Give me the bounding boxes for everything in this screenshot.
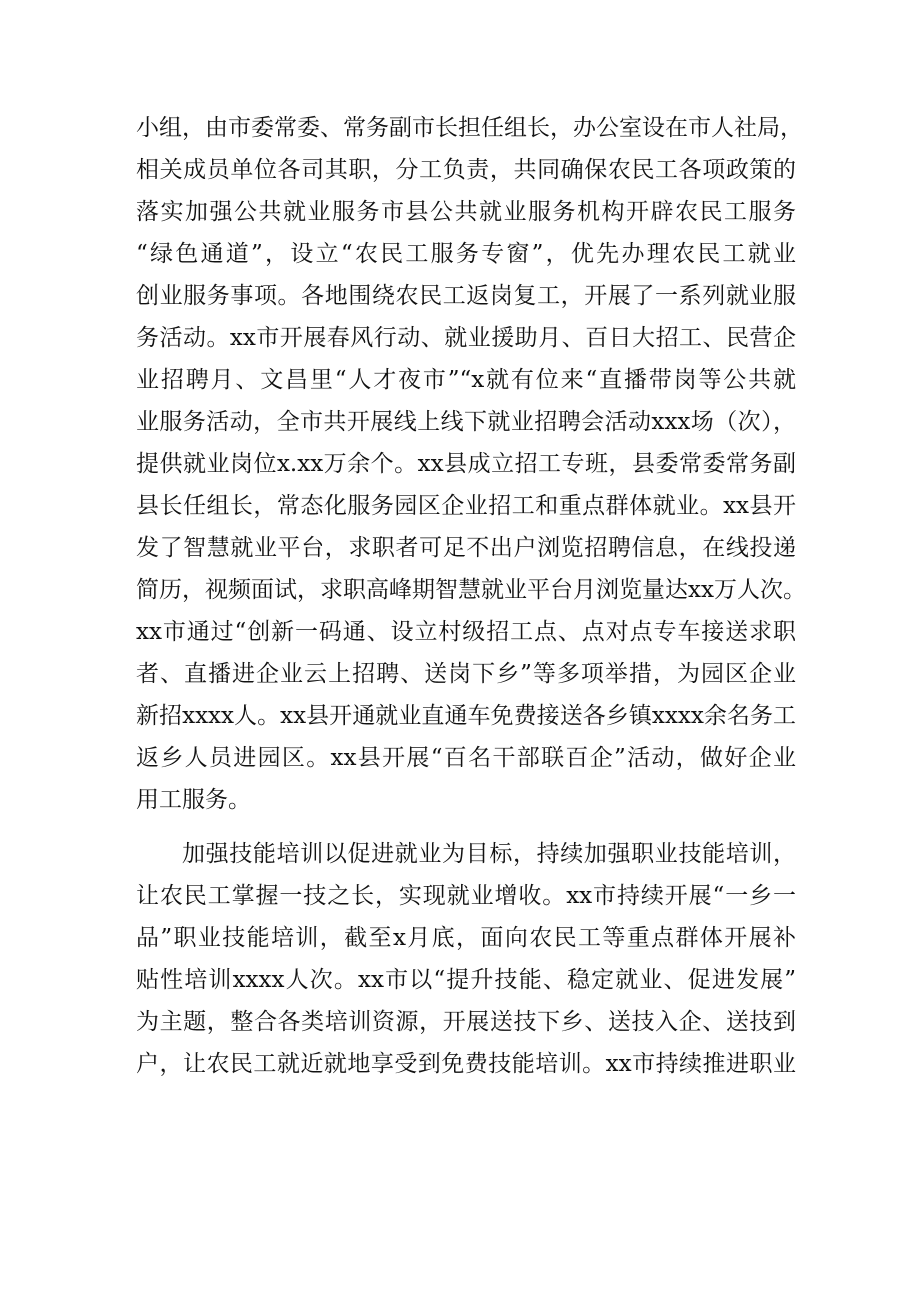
text-line: 户，让农民工就近就地享受到免费技能培训。xx市持续推进职业: [136, 1051, 796, 1077]
text-line: 提供就业岗位x.xx万余个。xx县成立招工专班，县委常委常务副: [136, 451, 796, 477]
text-line: 务活动。xx市开展春风行动、就业援助月、百日大招工、民营企: [136, 325, 796, 351]
text-line: 贴性培训xxxx人次。xx市以“提升技能、稳定就业、促进发展”: [136, 967, 796, 993]
text-line: 让农民工掌握一技之长，实现就业增收。xx市持续开展“一乡一: [136, 883, 796, 909]
text-line: 为主题，整合各类培训资源，开展送技下乡、送技入企、送技到: [136, 1009, 796, 1035]
text-line: xx市通过“创新一码通、设立村级招工点、点对点专车接送求职: [136, 619, 796, 645]
text-line: 业招聘月、文昌里“人才夜市”“x就有位来“直播带岗等公共就: [136, 367, 796, 393]
text-line: 品”职业技能培训，截至x月底，面向农民工等重点群体开展补: [136, 925, 796, 951]
text-line: 落实加强公共就业服务市县公共就业服务机构开辟农民工服务: [136, 199, 796, 225]
paragraph-spacer: [136, 821, 796, 833]
text-line: 简历，视频面试，求职高峰期智慧就业平台月浏览量达xx万人次。: [136, 577, 806, 603]
text-line: 者、直播进企业云上招聘、送岗下乡”等多项举措，为园区企业: [136, 661, 796, 687]
text-line: 返乡人员进园区。xx县开展“百名干部联百企”活动，做好企业: [136, 745, 796, 771]
text-line: 加强技能培训以促进就业为目标，持续加强职业技能培训，: [182, 841, 796, 867]
text-line: 小组，由市委常委、常务副市长担任组长，办公室设在市人社局，: [136, 115, 803, 141]
text-line: 新招xxxx人。xx县开通就业直通车免费接送各乡镇xxxx余名务工: [136, 703, 796, 729]
document-body: [136, 107, 806, 1085]
paragraph-2: [136, 833, 796, 1085]
paragraph-1: [136, 107, 806, 821]
text-line: 业服务活动，全市共开展线上线下就业招聘会活动xxx场（次），: [136, 409, 796, 435]
text-line: 用工服务。: [136, 787, 251, 813]
text-line: 相关成员单位各司其职，分工负责，共同确保农民工各项政策的: [136, 157, 796, 183]
text-line: 创业服务事项。各地围绕农民工返岗复工，开展了一系列就业服: [136, 283, 796, 309]
text-line: 县长任组长，常态化服务园区企业招工和重点群体就业。xx县开: [136, 493, 796, 519]
text-line: 发了智慧就业平台，求职者可足不出户浏览招聘信息，在线投递: [136, 535, 796, 561]
text-line: “绿色通道”，设立“农民工服务专窗”，优先办理农民工就业: [136, 241, 796, 267]
